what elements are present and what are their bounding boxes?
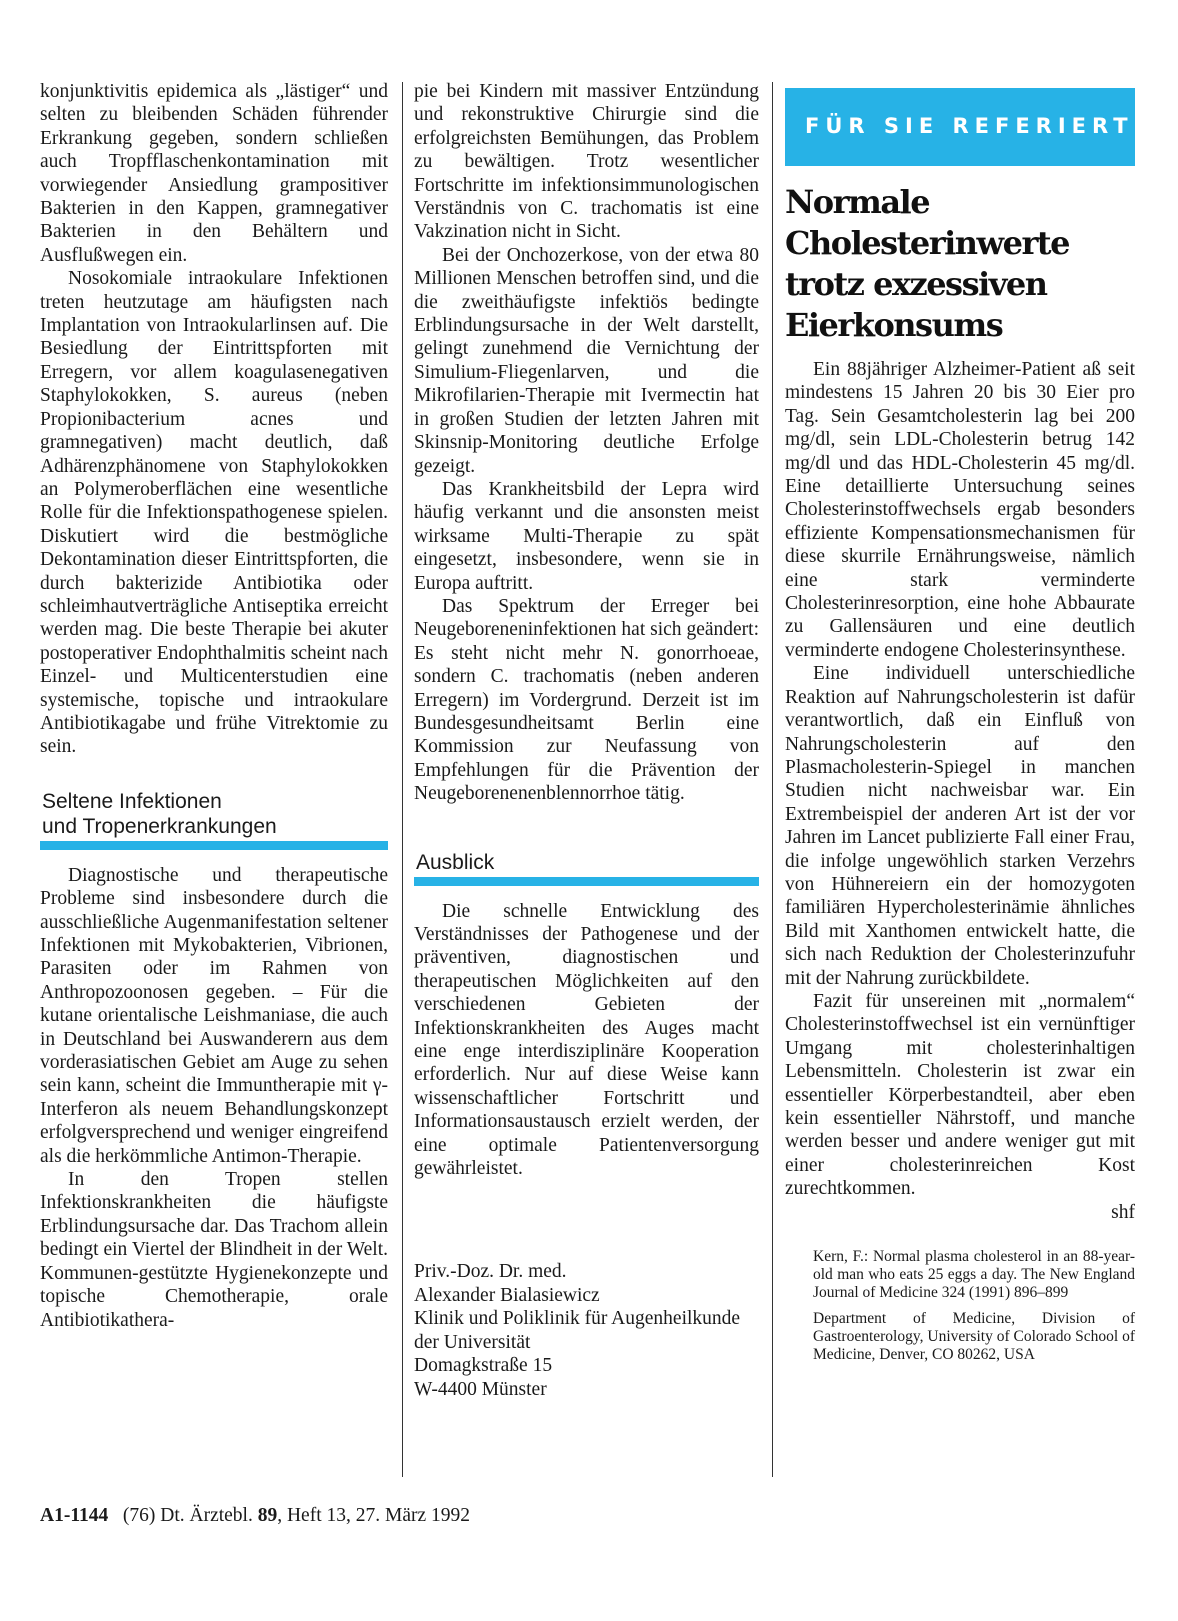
author-line: Klinik und Poliklinik für Augenheilkunde der Universität	[414, 1308, 741, 1353]
paragraph: Ein 88jähriger Alzheimer-Patient aß seit mindestens 15 Jahren 20 bis 30 Eier pro Tag. Sein Gesamtcholesterin lag bei 200 mg/dl, sein LDL-Cholesterin betrug 142 mg/dl und das HDL-Cholesterin 45 mg/dl. Eine detaillierte Untersuchung seines Cholesterinstoffwechsels ergab besonders effiziente Kompensationsmechanismen für diese skurrile Ernährungsweise, nämlich eine stark verminderte Cholesterinresorption, eine hohe Abbaurate zu Gallensäuren und eine deutlich verminderte endogene Cholesterinsynthese.	[785, 359, 1135, 661]
paragraph: konjunktivitis epidemica als „lästiger“ und selten zu bleibenden Schäden führender Erkrankung gegeben, sondern schließen auch Tropfflaschenkontamination mit vorwiegender Ansiedlung grampositiver Bakterien in den Kappen, gramnegativer Bakterien in den Behältern und Ausflußwegen ein.	[40, 81, 388, 266]
paragraph: Das Krankheitsbild der Lepra wird häufig verkannt und die ansonsten meist wirksame Multi-Therapie zu spät eingesetzt, insbesondere, wenn sie in Europa auftritt.	[414, 478, 759, 594]
author-line: Domagkstraße 15	[414, 1355, 553, 1377]
paragraph: Bei der Onchozerkose, von der etwa 80 Millionen Menschen betroffen sind, und die die zweithäufigste infektiös bedingte Erblindungsursache in der Welt darstellt, gelingt zunehmend die Vernichtung der Simulium-Fliegenlarven, und die Mikrofilarien-Therapie mit Ivermectin hat in großen Studien der letzten Jahren mit Skinsnip-Monitoring deutliche Erfolge gezeigt.	[414, 244, 759, 477]
section-heading	[40, 789, 388, 839]
journal-citation: (76) Dt. Ärztebl.	[122, 1505, 253, 1526]
paragraph	[785, 990, 1135, 1201]
paragraph: Das Spektrum der Erreger bei Neugeboreneninfektionen hat sich geändert: Es steht nicht mehr N. gonorrhoeae, sondern C. trachomatis (neben anderen Erregern) im Vordergrund. Derzeit ist im Bundesgesundheitsamt Berlin eine Kommission zur Neufassung von Empfehlungen für die Prävention der Neugeborenenenblennorrhoe tätig.	[414, 595, 759, 805]
paragraph: In den Tropen stellen Infektionskrankheiten die häufigste Erblindungsursache dar. Das Trachom allein bedingt ein Viertel der Blindheit in der Welt. Kommunen-gestützte Hygienekonzepte und topische Chemotherapie, orale Antibiotikathera-	[40, 1169, 388, 1331]
paragraph: pie bei Kindern mit massiver Entzündung und rekonstruktive Chirurgie sind die erfolgreichsten Bemühungen, das Problem zu bewältigen. Trotz wesentlicher Fortschritte im infektionsimmunologischen Verständnis von C. trachomatis ist eine Vakzination nicht in Sicht.	[414, 81, 759, 243]
author-address	[414, 1260, 759, 1400]
paragraph: Eine individuell unterschiedliche Reaktion auf Nahrungscholesterin ist dafür verantwortlich, daß ein Einfluß von Nahrungscholesterin auf den Plasmacholesterin-Spiegel in manchen Studien nicht nachweisbar war. Ein Extrembeispiel der anderen Art ist der vor Jahren im Lancet publizierte Fall einer Frau, die infolge ungewöhlich starken Verzehrs von Hühnereiern ein der homozygoten familiären Hypercholesterinämie ähnliches Bild mit Xanthomen entwickelt hatte, die sich nach Reduktion der Cholesterinzufuhr mit der Nahrung zurückbildete.	[785, 663, 1135, 989]
column-divider	[772, 82, 773, 1477]
author-line: Alexander Bialasiewicz	[414, 1284, 600, 1306]
section-heading: Ausblick	[416, 850, 495, 874]
author-line: Priv.-Doz. Dr. med.	[414, 1261, 567, 1283]
paragraph-text: Fazit für unsereinen mit „normalem“ Cholesterinstoffwechsel ist ein vernünftiger Umgang mit cholesterinhaltigen Lebensmitteln. Cholesterin ist zwar ein essentieller Körperbestandteil, aber eben kein essentieller Nährstoff, und manche werden besser und andere weniger gut mit einer cholesterinreichen Kost zurechtkommen.	[785, 990, 1135, 1200]
page-number: A1-1144	[40, 1505, 109, 1526]
section-heading-line: und Tropenerkrankungen	[42, 814, 277, 838]
article-title: Normale Cholesterinwerte trotz exzessiven Eierkonsums	[785, 183, 1069, 344]
section-heading-line: Seltene Infektionen	[42, 789, 222, 813]
column-left	[40, 80, 388, 1332]
author-signature: shf	[1111, 1201, 1135, 1223]
section-banner: FÜR SIE REFERIERT	[785, 88, 1135, 166]
journal-volume: 89	[257, 1505, 278, 1526]
author-line: W-4400 Münster	[414, 1378, 547, 1400]
page-footer	[40, 1504, 470, 1528]
column-middle	[414, 80, 759, 1401]
column-divider	[402, 82, 403, 1477]
heading-accent-bar	[40, 841, 388, 850]
reference-note: Kern, F.: Normal plasma cholesterol in an 88-year-old man who eats 25 eggs a day. The New England Journal of Medicine 324 (1991) 896–899	[813, 1248, 1135, 1302]
paragraph: Nosokomiale intraokulare Infektionen treten heutzutage am häufigsten nach Implantation von Intraokularlinsen auf. Die Besiedlung der Eintrittspforten mit Erregern, vor allem koagulasenegativen Staphylokokken, S. aureus (neben Propionibacterium acnes und gramnegativen) macht deutlich, daß Adhärenzphänomene von Staphylokokken an Polymeroberflächen eine wesentliche Rolle für die Infektionspathogenese spielen. Diskutiert wird die bestmögliche Dekontamination dieser Eintrittspforten, die durch bakterizide Antibiotika oder schleimhautverträgliche Antiseptika erreicht werden mag. Die beste Therapie bei akuter postoperativer Endophthalmitis scheint nach Einzel- und Multicenterstudien eine systemische, topische und intraokulare Antibiotikagabe und frühe Vitrektomie zu sein.	[40, 268, 388, 758]
heading-accent-bar	[414, 877, 759, 886]
journal-issue-date: , Heft 13, 27. März 1992	[277, 1505, 471, 1526]
reference-note: Department of Medicine, Division of Gastroenterology, University of Colorado School of Medicine, Denver, CO 80262, USA	[813, 1310, 1135, 1364]
paragraph: Die schnelle Entwicklung des Verständnisses der Pathogenese und der präventiven, diagnostischen und therapeutischen Möglichkeiten auf den verschiedenen Gebieten der Infektionskrankheiten des Auges macht eine enge interdisziplinäre Kooperation erforderlich. Nur auf diese Weise kann wissenschaftlicher Fortschritt und Informationsaustausch erzielt werden, der eine optimale Patientenversorgung gewährleistet.	[414, 900, 759, 1180]
paragraph: Diagnostische und therapeutische Probleme sind insbesondere durch die ausschließliche Augenmanifestation seltener Infektionen mit Mykobakterien, Vibrionen, Parasiten oder im Rahmen von Anthropozoonosen gegeben. – Für die kutane orientalische Leishmaniase, die auch in Deutschland bei Auswanderern aus dem vorderasiatischen Gebiet am Auge zu sehen sein kann, scheint die Immuntherapie mit γ-Interferon als neuem Behandlungskonzept erfolgversprechend und weniger eingreifend als die herkömmliche Antimon-Therapie.	[40, 864, 388, 1167]
column-right	[785, 80, 1135, 1364]
